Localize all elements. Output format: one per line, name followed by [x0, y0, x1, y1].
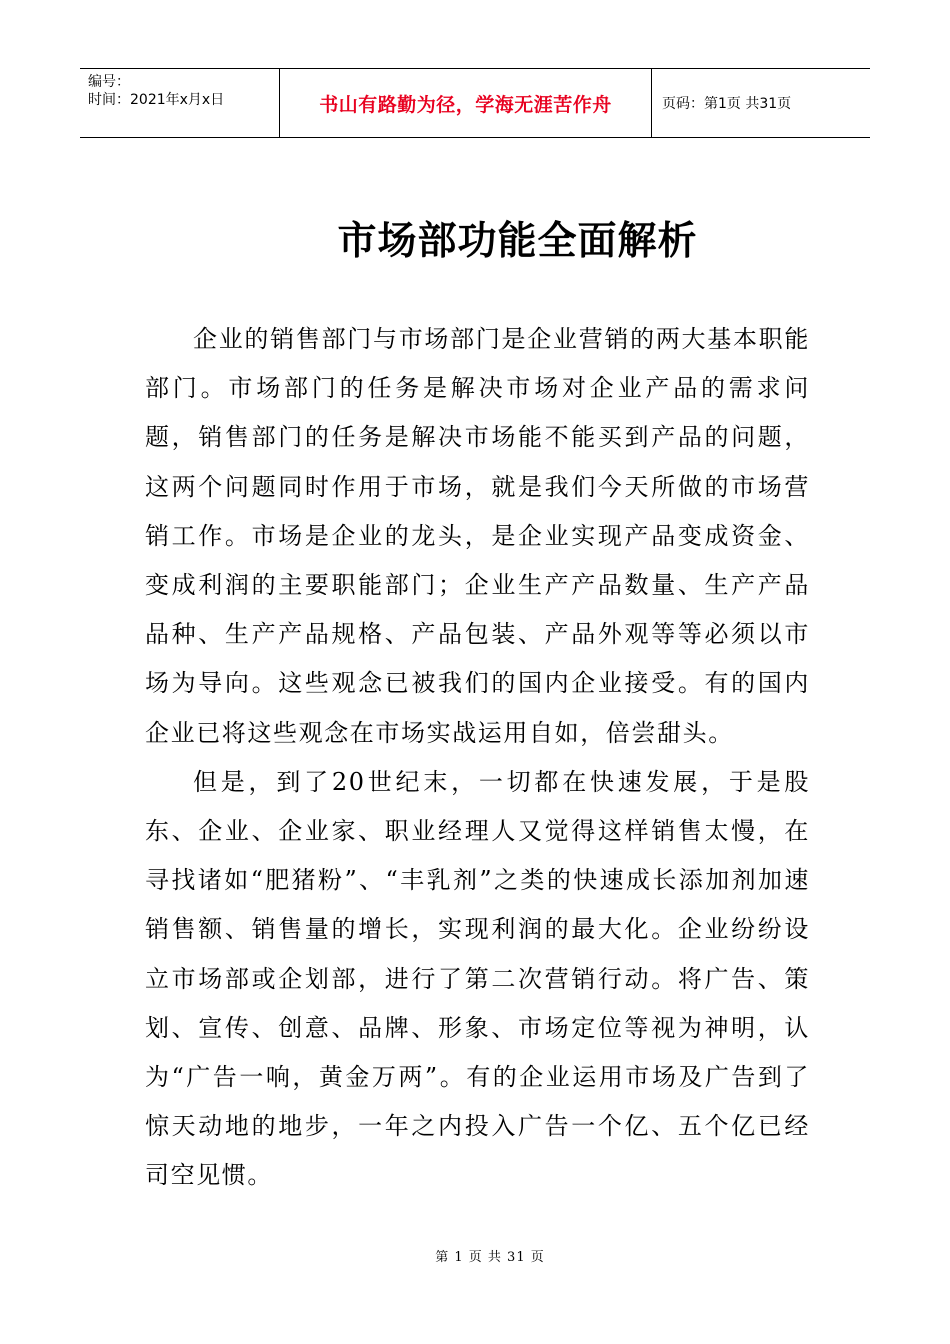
header-meta — [80, 69, 280, 137]
paragraph-2: 但是，到了20世纪末，一切都在快速发展，于是股东、企业、企业家、职业经理人又觉得这样销售太慢，在寻找诸如“肥猪粉”、“丰乳剂”之类的快速成长添加剂加速销售额、销售量的增长，实现利润的最大化。企业纷纷设立市场部或企划部，进行了第二次营销行动。将广告、策划、宣传、创意、品牌、形象、市场定位等视为神明，认为“广告一响，黄金万两”。有的企业运用市场及广告到了惊天动地的地步，一年之内投入广告一个亿、五个亿已经司空见惯。 — [145, 767, 810, 1190]
document-body — [145, 315, 810, 1201]
document-number-label: 编号： — [88, 74, 130, 90]
document-title: 市场部功能全面解析 — [337, 219, 698, 264]
page-footer: 第 1 页 共 31 页 — [435, 1250, 545, 1265]
page-header — [80, 68, 870, 138]
document-time-label: 时间：2021年x月x日 — [88, 92, 225, 108]
header-page-info: 页码：第1页 共31页 — [662, 96, 792, 112]
paragraph-1: 企业的销售部门与市场部门是企业营销的两大基本职能部门。市场部门的任务是解决市场对企业产品的需求问题，销售部门的任务是解决市场能不能买到产品的问题，这两个问题同时作用于市场，就是我们今天所做的市场营销工作。市场是企业的龙头，是企业实现产品变成资金、变成利润的主要职能部门；企业生产产品数量、生产产品品种、生产产品规格、产品包装、产品外观等等必须以市场为导向。这些观念已被我们的国内企业接受。有的国内企业已将这些观念在市场实战运用自如，倍尝甜头。 — [145, 325, 810, 747]
header-motto: 书山有路勤为径，学海无涯苦作舟 — [280, 69, 652, 137]
